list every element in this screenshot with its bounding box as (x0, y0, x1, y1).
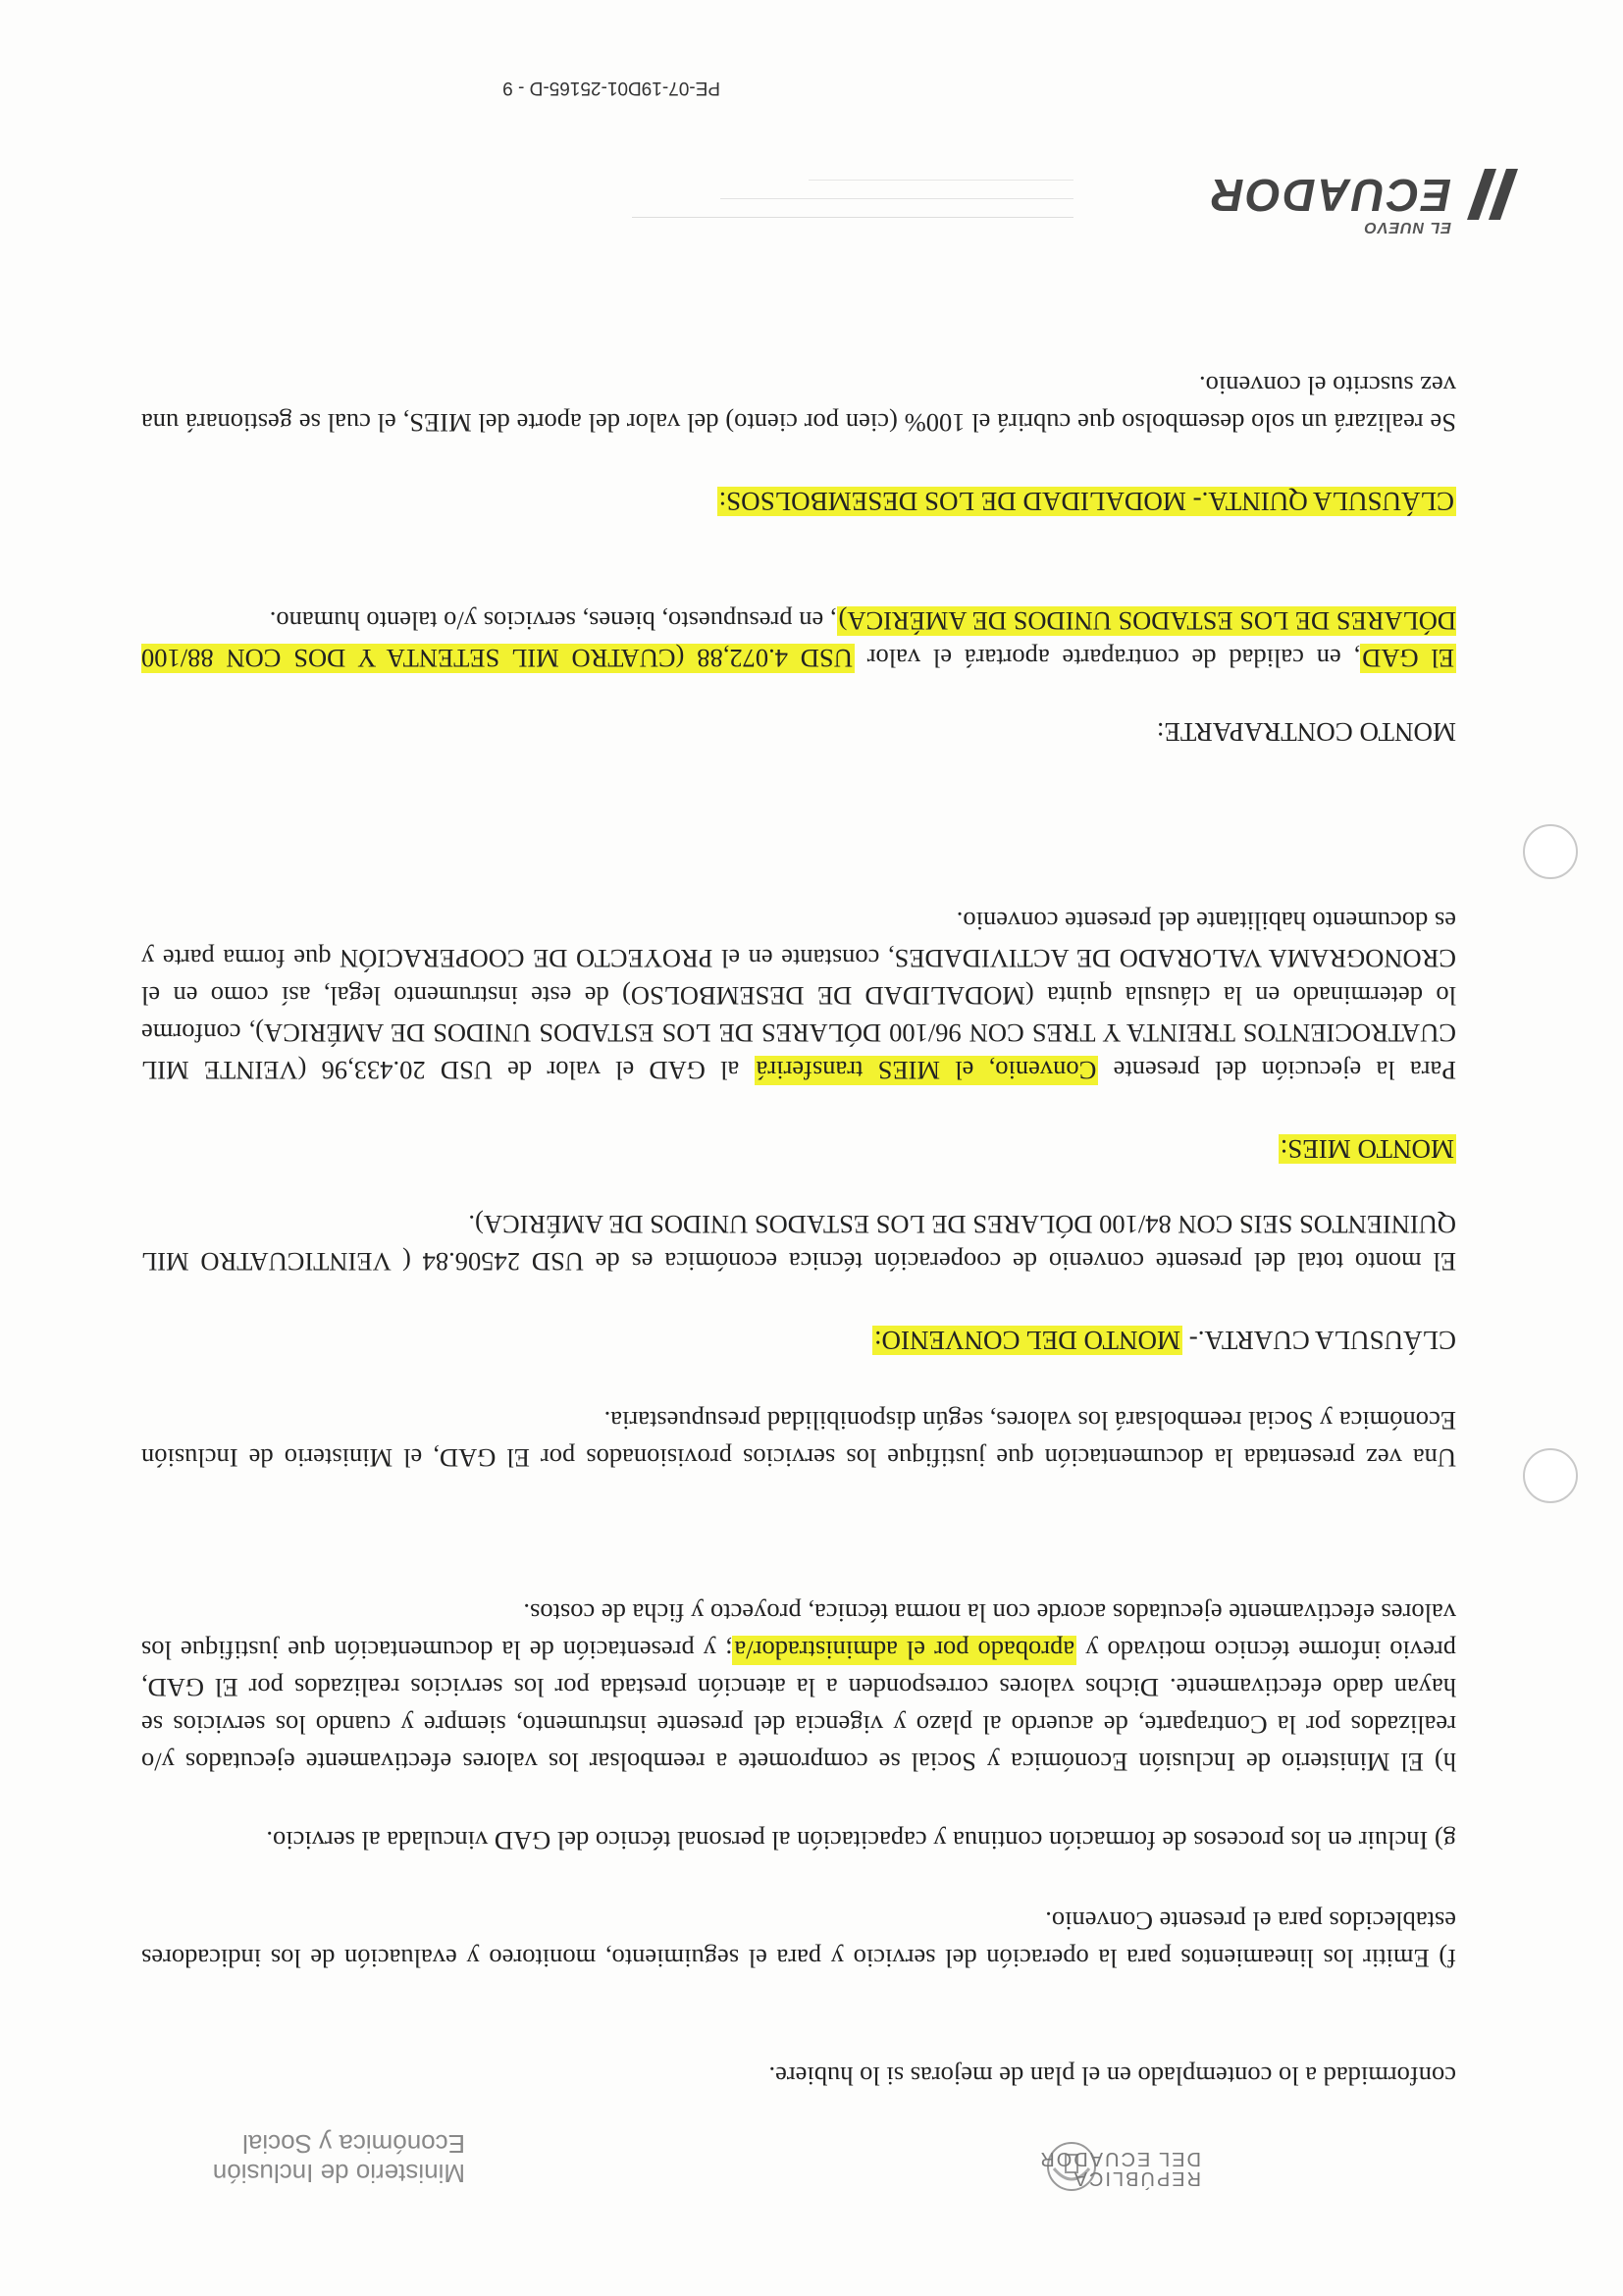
contra-text-2: , en presupuesto, bienes, servicios y/o talento humano. (269, 606, 837, 636)
paragraph-desembolso: Se realizará un solo desembolso que cubrirá el 100% (cien por ciento) del valor del aporte del MIES, el cual se gestionará una vez suscrito el convenio. (141, 371, 1456, 438)
paragraph-monto-mies (141, 903, 1456, 1089)
monto-mies-highlight: MONTO MIES: (1280, 1134, 1454, 1164)
paragraph-f: f) Emitir los lineamientos para la operación del servicio y para el seguimiento, monitoreo y evaluación de los indicadores establecidos para el presente Convenio. (141, 1906, 1456, 1973)
monto-del-convenio-highlight: MONTO DEL CONVENIO: (874, 1326, 1181, 1355)
mies-highlight: Convenio, el MIES transferirá (756, 1056, 1097, 1085)
paragraph-g: g) Incluir en los procesos de formación continua y capacitación al personal técnico del GAD vinculada al servicio. (266, 1826, 1456, 1855)
mies-text-2: al GAD el valor de USD 20.433,96 (VEINTE MIL CUATROCIENTOS TREINTA Y TRES CON 96/100 DÓLARES DE LOS ESTADOS UNIDOS DE AMÉRICA), conforme lo determinado en la cláusula quinta (MODALIDAD DE DESEMBOLSO) de este instrumento legal, así como en el CRONOGRAMA VALORADO DE ACTIVIDADES, constante en el PROYECTO DE COOPERACIÓN que forma parte y es documento habilitante del presente convenio. (141, 907, 1456, 1085)
paragraph-h (141, 1594, 1456, 1781)
contraparte-amount-highlight: USD 4.072,88 (CUATRO MIL SETENTA Y DOS CON 88/100 DÓLARES DE LOS ESTADOS UNIDOS DE AMÉRICA) (141, 606, 1456, 673)
punch-hole (1523, 1448, 1578, 1503)
footer-address-faint (632, 174, 1073, 235)
paragraph-h-text-1: h) El Ministerio de Inclusión Económica y Social se compromete a reembolsar los valores efectivamente ejecutados y/o realizados por la Contraparte, de acuerdo al plazo y vigencia del presente instrumento, siempre y cuando los servicios se hayan dado efectivamente. Dichos valores corresponden a la atención prestada por los servicios realizados por El GAD, previo informe técnico motivado y (141, 1636, 1456, 1777)
clausula-cuarta-heading (872, 1322, 1456, 1359)
paragraph-h-text-2: ; y presentación de la documentación que justifique los valores efectivamente ejecutados acorde con la norma técnica, proyecto y ficha de costos. (140, 1598, 1456, 1665)
monto-contraparte-heading: MONTO CONTRAPARTE: (1156, 717, 1456, 747)
clausula-quinta-highlight: CLÁUSULA QUINTA.- MODALIDAD DE LOS DESEMBOLSOS: (718, 487, 1454, 516)
paragraph-conformidad: conformidad a lo contemplado en el plan de mejoras si lo hubiere. (768, 2061, 1456, 2091)
el-gad-highlight: El GAD (1362, 644, 1454, 673)
clausula-quinta-heading (717, 483, 1456, 520)
clausula-cuarta-prefix: CLÁUSULA CUARTA.- (1182, 1326, 1456, 1355)
ministry-header (213, 2129, 465, 2188)
ministry-line-2: Económica y Social (242, 2129, 465, 2159)
contra-text-1: , en calidad de contraparte aportará el valor (854, 644, 1361, 673)
paragraph-monto-total: El monto total del presente convenio de cooperación técnica económica es de USD 24506.84 ( VEINTICUATRO MIL QUINIENTOS SEIS CON 84/100 DÓLARES DE LOS ESTADOS UNIDOS DE AMÉRICA). (141, 1210, 1456, 1277)
republica-line-1: REPÚBLICA (1072, 2167, 1201, 2189)
punch-hole (1523, 824, 1578, 879)
republica-line-2: DEL ECUADOR (1038, 2148, 1201, 2169)
paragraph-reembolso: Una vez presentada la documentación que justifique los servicios provisionados por El GAD, el Ministerio de Inclusión Económica y Social reembolsará los valores, según disponibilidad presupuestaria. (141, 1406, 1456, 1473)
document-code: PE-07-19D01-25165-D - 9 (502, 78, 720, 98)
el-nuevo-ecuador-logo (1209, 170, 1451, 235)
monto-mies-heading (1279, 1130, 1456, 1168)
logo-el-nuevo: EL NUEVO (1363, 219, 1451, 235)
mies-text-1: Para la ejecución del presente (1098, 1056, 1456, 1085)
republica-del-ecuador-logo (1038, 2149, 1201, 2188)
logo-ecuador: ECUADOR (1209, 170, 1451, 221)
logo-bars-icon (1465, 169, 1520, 220)
paragraph-contraparte (141, 602, 1456, 677)
highlight-aprobado: aprobado por el administrador/a (734, 1636, 1075, 1665)
ministry-line-1: Ministerio de Inclusión (212, 2159, 465, 2188)
